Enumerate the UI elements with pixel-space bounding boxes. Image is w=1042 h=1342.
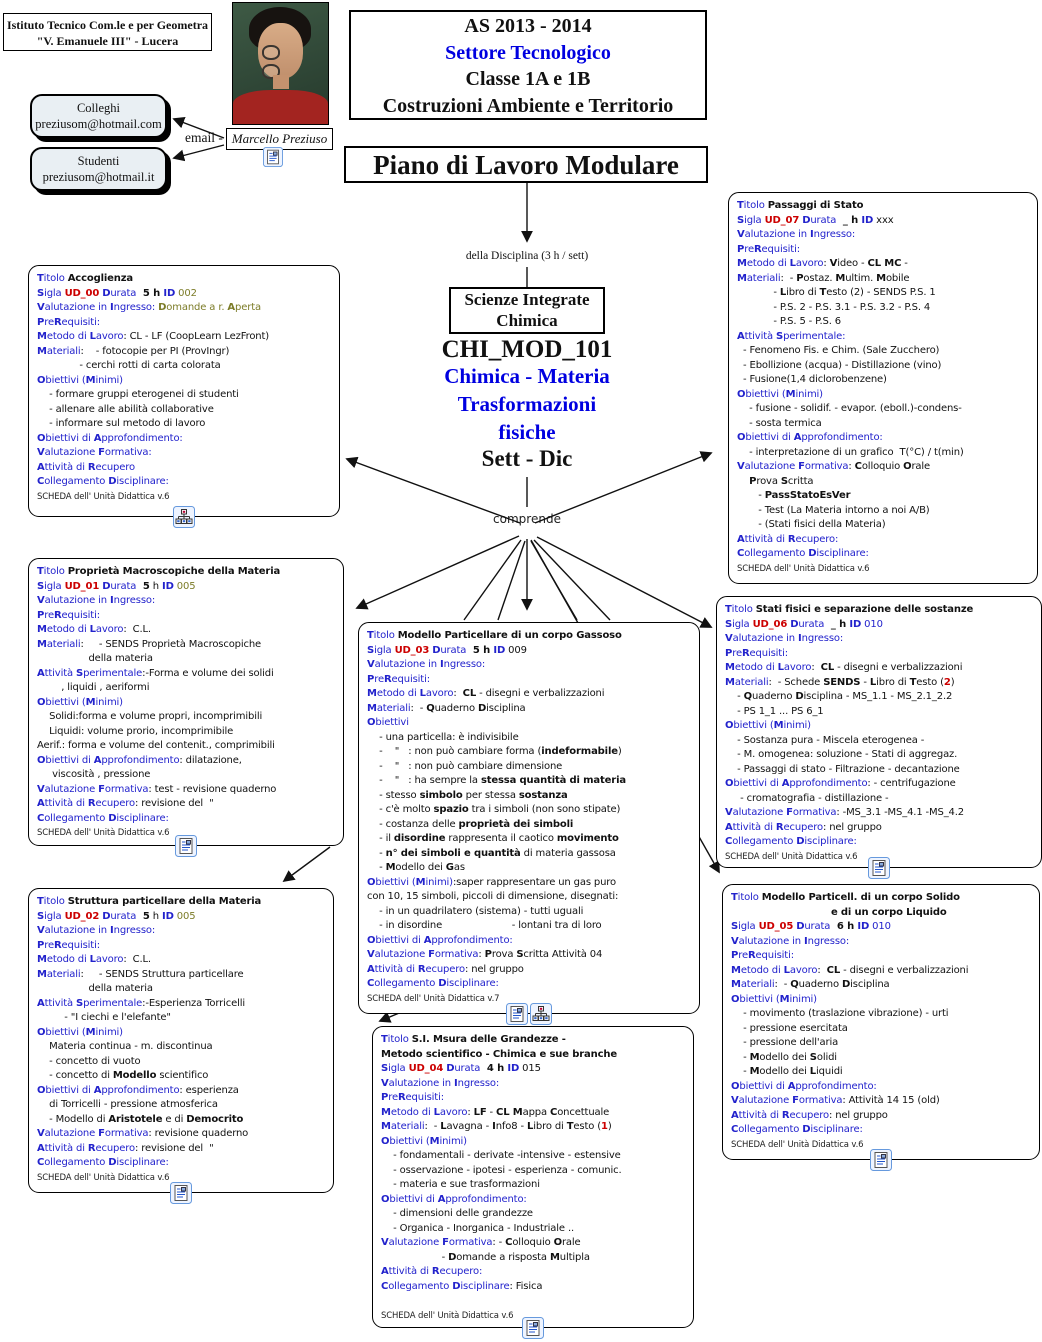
text-line: - costanza delle proprietà dei simboli [367, 818, 574, 830]
text-line: Materiali: - Lavagna - Info8 - Libro di Testo (1) [381, 1121, 612, 1132]
text-line: Obiettivi [367, 717, 409, 728]
text-line: Valutazione in Ingresso: [37, 595, 156, 606]
text-line: Obiettivi (Minimi) [37, 374, 123, 386]
text-line: Materiali: - Schede SENDS - Libro di Testo (2) [725, 676, 955, 688]
text-line: Sigla UD_06 Durata _ h ID 010 [725, 618, 883, 630]
school-name-line1: Istituto Tecnico Com.le e per Geometra [6, 18, 209, 32]
text-line: Titolo Passaggi di Stato [737, 200, 864, 211]
school-name-line2: "V. Emanuele III" - Lucera [36, 34, 179, 48]
box-icons [29, 1182, 333, 1204]
module-code: CHI_MOD_101 [441, 336, 613, 363]
box-ud01-proprieta-macroscopiche [28, 558, 344, 846]
text-line: Obiettivi (Minimi) [37, 1026, 123, 1038]
text-line: Attività Sperimentale: [737, 330, 846, 342]
text-line: - P.S. 2 - P.S. 3.1 - P.S. 3.2 - P.S. 4 [737, 301, 931, 313]
text-line: Titolo Stati fisici e separazione delle sostanze [725, 604, 974, 615]
text-line: Metodo di Lavoro: C.L. [37, 954, 151, 965]
text-line: - PS 1_1 ... PS 6_1 [725, 705, 824, 717]
teacher-photo [232, 2, 329, 125]
text-line: - Quaderno Disciplina - MS_1.1 - MS_2.1_2.2 [725, 691, 953, 702]
text-line: Collegamento Disciplinare: [367, 978, 499, 989]
text-line: - (Stati fisici della Materia) [737, 519, 886, 530]
text-line: Obiettivi (Minimi):saper rappresentare un gas puro [367, 876, 616, 888]
text-line: - M. omogenea: soluzione - Stati di aggregaz. [725, 749, 958, 760]
box-icons [359, 1003, 699, 1025]
text-line: - Modello di Aristotele e di Democrito [37, 1113, 244, 1125]
text-line: Obiettivi (Minimi) [381, 1135, 467, 1147]
text-line: , liquidi , aeriformi [37, 682, 150, 693]
document-icon[interactable] [522, 1317, 544, 1339]
text-line: PreRequisiti: [37, 609, 100, 621]
document-icon[interactable] [170, 1182, 192, 1204]
box-icons [373, 1317, 693, 1339]
box-content [359, 623, 699, 1006]
text-line: PreRequisiti: [37, 316, 100, 328]
studenti-email[interactable]: preziusom@hotmail.it [42, 170, 155, 184]
connector-label: comprende [493, 512, 561, 526]
text-line: Attività Sperimentale:-Esperienza Torricelli [37, 997, 245, 1009]
text-line: Valutazione Formativa: revisione quaderno [37, 1128, 249, 1139]
box-ud05-modello-solido-liquido [722, 884, 1040, 1160]
text-line: Attività di Recupero: nel gruppo [367, 963, 524, 975]
text-line: Obiettivi di Approfondimento: esperienza [37, 1084, 239, 1096]
box-content [373, 1027, 693, 1323]
text-line: - sosta termica [737, 417, 822, 429]
photo-glasses [262, 45, 300, 57]
text-line: - interpretazione di un grafico T(°C) / t(min) [737, 446, 964, 458]
text-line: PreRequisiti: [731, 950, 794, 961]
box-content [29, 559, 343, 841]
text-line: SCHEDA dell' Unità Didattica v.6 [37, 491, 170, 502]
box-content [29, 889, 333, 1185]
box-content [717, 597, 1041, 864]
text-line: Attività di Recupero: [737, 533, 839, 545]
text-line: Materiali: - Postaz. Multim. Mobile [737, 272, 910, 284]
text-line: Titolo Struttura particellare della Materia [37, 896, 262, 907]
text-line: Titolo Modello Particell. di un corpo Solido [731, 892, 960, 903]
text-line: - Test (La Materia intorno a noi A/B) [737, 504, 930, 516]
text-line: e di un corpo Liquido [731, 906, 947, 918]
text-line: SCHEDA dell' Unità Didattica v.6 [737, 563, 870, 574]
colleghi-email[interactable]: preziusom@hotmail.com [35, 117, 162, 131]
school-name-box [3, 13, 212, 51]
text-line: Attività Sperimentale:-Forma e volume dei solidi [37, 667, 274, 679]
text-line: Valutazione Formativa: test - revisione quaderno [37, 783, 277, 795]
text-line: - " : non può cambiare dimensione [367, 760, 563, 772]
text-line: Sigla UD_07 Durata _ h ID xxx [737, 214, 894, 226]
text-line: Materiali: - Quaderno Disciplina [731, 979, 890, 990]
text-line: PreRequisiti: [37, 939, 100, 951]
text-line: PreRequisiti: [381, 1092, 444, 1103]
document-icon[interactable] [506, 1003, 528, 1025]
text-line: - informare sul metodo di lavoro [37, 418, 206, 429]
text-line: - Modello dei Gas [367, 862, 465, 873]
text-line: Metodo di Lavoro: LF - CL Mappa Concettuale [381, 1106, 610, 1118]
box-icons [723, 1149, 1039, 1171]
text-line: Liquidi: volume prorio, incomprimibile [37, 725, 234, 737]
text-line: - concetto di Modello scientifico [37, 1070, 209, 1081]
text-line: Sigla UD_04 Durata 4 h ID 015 [381, 1063, 541, 1074]
text-line: Valutazione in Ingresso: [381, 1077, 500, 1089]
text-line: Valutazione Formativa: [37, 447, 152, 458]
document-icon[interactable] [870, 1149, 892, 1171]
text-line: Attività di Recupero: [381, 1266, 483, 1277]
text-line: Valutazione in Ingresso: [737, 229, 856, 240]
text-line: - formare gruppi eterogenei di studenti [37, 389, 239, 400]
text-line: Attività di Recupero: revisione del " [37, 1142, 214, 1154]
text-line: - stesso simbolo per stessa sostanza [367, 789, 568, 801]
subject-box [449, 287, 605, 334]
document-icon[interactable] [263, 147, 283, 167]
text-line: - Fusione(1,4 diclorobenzene) [737, 374, 887, 385]
header-box [349, 10, 707, 120]
box-content [29, 266, 339, 504]
text-line: - osservazione - ipotesi - esperienza - comunic. [381, 1164, 622, 1176]
text-line: della materia [37, 983, 153, 994]
subject-line1: Scienze Integrate [464, 290, 590, 309]
text-line: Sigla UD_01 Durata 5 h ID 005 [37, 580, 196, 592]
text-line: - n° dei simboli e quantità di materia gassosa [367, 847, 616, 859]
text-line: Valutazione Formativa: -MS_3.1 -MS_4.1 -MS_4.2 [725, 807, 964, 818]
text-line: con 10, 15 simboli, piccoli di dimensione, disegnati: [367, 891, 619, 902]
text-line: Prova Scritta [749, 475, 814, 487]
text-line: Metodo di Lavoro: C.L. [37, 624, 151, 635]
text-line: Materiali: - SENDS Proprietà Macroscopiche [37, 638, 262, 650]
text-line: Obiettivi di Approfondimento: [381, 1193, 527, 1205]
text-line: Materiali: - Quaderno Disciplina [367, 702, 526, 714]
text-line: Solidi:forma e volume propri, incomprimibili [37, 711, 263, 722]
text-line: Collegamento Disciplinare: [731, 1124, 863, 1135]
text-line: Valutazione Formativa: - Colloquio Orale [381, 1237, 581, 1248]
text-line [381, 1294, 685, 1309]
text-line: Obiettivi di Approfondimento: [737, 432, 883, 443]
text-line: - Modello dei Liquidi [731, 1066, 843, 1077]
box-ud02-struttura-particellare [28, 888, 334, 1193]
document-icon[interactable] [175, 835, 197, 857]
text-line: Obiettivi di Approfondimento: [37, 432, 183, 444]
text-line: PreRequisiti: [737, 243, 800, 255]
studenti-label: Studenti [77, 154, 120, 168]
text-line: Sigla UD_03 Durata 5 h ID 009 [367, 644, 527, 656]
text-line: - Passaggi di stato - Filtrazione - decantazione [725, 763, 960, 775]
colleghi-label: Colleghi [76, 101, 121, 115]
module-title-line3: fisiche [498, 420, 556, 444]
text-line: Attività di Recupero: nel gruppo [725, 821, 882, 833]
text-line: Sigla UD_02 Durata 5 h ID 005 [37, 910, 196, 922]
text-line: Obiettivi di Approfondimento: [731, 1080, 877, 1092]
text-line: Titolo Accoglienza [37, 273, 134, 284]
text-line: - movimento (traslazione vibrazione) - urti [731, 1008, 949, 1019]
text-line: - concetto di vuoto [37, 1055, 141, 1067]
text-line: Obiettivi di Approfondimento: dilatazione, [37, 754, 242, 766]
text-line: Valutazione Formativa: Colloquio Orale [737, 461, 931, 472]
text-line: Obiettivi (Minimi) [37, 696, 123, 708]
text-line: Metodo di Lavoro: CL - LF (CoopLearn LezFront) [37, 331, 270, 342]
text-line: Attività di Recupero: nel gruppo [731, 1109, 888, 1121]
text-line: - cerchi rotti di carta colorata [37, 360, 221, 371]
text-line: - allenare alle abilità collaborative [37, 403, 214, 415]
text-line: di Torricelli - pressione atmosferica [37, 1099, 218, 1110]
text-line: Attività di Recupero: revisione del " [37, 798, 214, 809]
text-line: - " : non può cambiare forma (indeformabile) [367, 746, 622, 757]
text-line: della materia [37, 653, 153, 664]
text-line: Obiettivi (Minimi) [737, 388, 823, 400]
text-line: Attività di Recupero [37, 461, 135, 473]
text-line: - Organica - Inorganica - Industriale .. [381, 1222, 575, 1234]
text-line: Sigla UD_00 Durata 5 h ID 002 [37, 287, 197, 299]
text-line: Metodo di Lavoro: CL - disegni e verbalizzazioni [731, 964, 969, 976]
discipline-note: della Disciplina (3 h / sett) [465, 250, 589, 262]
text-line: - in un quadrilatero (sistema) - tutti uguali [367, 905, 584, 917]
box-icons [29, 835, 343, 857]
document-icon[interactable] [868, 857, 890, 879]
text-line: Materiali: - SENDS Struttura particellare [37, 968, 244, 980]
text-line: Titolo Modello Particellare di un corpo Gassoso [367, 630, 622, 641]
text-line: Obiettivi (Minimi) [731, 993, 817, 1005]
text-line: Valutazione Formativa: Prova Scritta Attività 04 [367, 949, 603, 960]
box-icons [717, 857, 1041, 879]
text-line: - "I ciechi e l'elefante" [37, 1012, 171, 1023]
text-line: - il disordine rappresenta il caotico movimento [367, 833, 619, 844]
text-line: Materia continua - m. discontinua [37, 1041, 213, 1052]
text-line: PreRequisiti: [367, 673, 430, 685]
text-line: SCHEDA dell' Unità Didattica v.6 [731, 1139, 864, 1150]
text-line: Collegamento Disciplinare: [737, 548, 869, 559]
colleghi-contact-box[interactable] [30, 94, 167, 138]
box-ud07-passaggi-di-stato [728, 192, 1038, 584]
box-content [723, 885, 1039, 1152]
text-line: viscosità , pressione [37, 769, 151, 780]
text-line: - c'è molto spazio tra i simboli (non sono stipate) [367, 804, 621, 815]
text-line: - P.S. 5 - P.S. 6 [737, 316, 841, 327]
studenti-contact-box[interactable] [30, 147, 167, 191]
text-line: - in disordine - lontani tra di loro [367, 920, 602, 931]
text-line: SCHEDA dell' Unità Didattica v.6 [37, 828, 170, 838]
text-line: - PassStatoEsVer [737, 490, 851, 501]
text-line: - Libro di Testo (2) - SENDS P.S. 1 [737, 287, 936, 298]
text-line: - Ebollizione (acqua) - Distillazione (vino) [737, 359, 942, 371]
period-label: Sett - Dic [481, 446, 573, 471]
text-line: SCHEDA dell' Unità Didattica v.6 [725, 851, 858, 862]
text-line: - Modello dei Solidi [731, 1051, 837, 1063]
text-line: Materiali: - fotocopie per PI (ProvIngr) [37, 345, 230, 357]
text-line: Collegamento Disciplinare: Fisica [381, 1280, 543, 1292]
text-line: - Sostanza pura - Miscela eterogenea - [725, 734, 925, 746]
text-line: - dimensioni delle grandezze [381, 1208, 533, 1219]
text-line: Valutazione in Ingresso: [367, 659, 486, 670]
text-line: SCHEDA dell' Unità Didattica v.7 [367, 993, 500, 1004]
text-line: Collegamento Disciplinare: [37, 1157, 169, 1168]
text-line: SCHEDA dell' Unità Didattica v.6 [381, 1310, 514, 1321]
photo-neck [273, 75, 289, 89]
text-line: Metodo di Lavoro: Video - CL MC - [737, 258, 908, 269]
subject-line2: Chimica [496, 311, 558, 330]
text-line: - pressione dell'aria [731, 1037, 839, 1048]
text-line: Obiettivi (Minimi) [725, 720, 811, 731]
header-sector: Settore Tecnologico [445, 41, 611, 64]
photo-shirt [233, 90, 328, 124]
text-line: Collegamento Disciplinare: [37, 476, 169, 487]
text-line: Collegamento Disciplinare: [725, 836, 857, 847]
header-classes: Classe 1A e 1B [465, 68, 591, 90]
text-line: - cromatografia - distillazione - [725, 792, 889, 804]
orgchart-icon[interactable] [530, 1003, 552, 1025]
text-line: Obiettivi di Approfondimento: - centrifugazione [725, 778, 956, 789]
text-line: Valutazione in Ingresso: [37, 925, 156, 936]
module-title-line1: Chimica - Materia [444, 364, 610, 388]
text-line: - pressione esercitata [731, 1022, 848, 1034]
text-line: Valutazione in Ingresso: Domande a r. Aperta [37, 302, 261, 313]
text-line: Metodo di Lavoro: CL - disegni e verbalizzazioni [367, 688, 605, 699]
box-ud03-modello-gassoso [358, 622, 700, 1014]
module-title-line2: Trasformazioni [457, 392, 597, 416]
text-line: Sigla UD_05 Durata 6 h ID 010 [731, 921, 891, 932]
text-line: PreRequisiti: [725, 647, 788, 659]
text-line: Titolo S.I. Msura delle Grandezze - [381, 1034, 566, 1045]
text-line: Metodo di Lavoro: CL - disegni e verbalizzazioni [725, 662, 963, 673]
email-label: email - [185, 130, 223, 145]
text-line: Aerif.: forma e volume del contenit., comprimibili [37, 740, 275, 751]
orgchart-icon[interactable] [173, 506, 195, 528]
text-line: Metodo scientifico - Chimica e sue branche [381, 1048, 617, 1060]
text-line: - fondamentali - derivate -intensive - estensive [381, 1150, 621, 1161]
header-year: AS 2013 - 2014 [464, 15, 592, 37]
teacher-name-box: Marcello Preziuso [226, 128, 333, 150]
text-line: Titolo Proprietà Macroscopiche della Materia [37, 566, 281, 577]
page-title: Piano di Lavoro Modulare [344, 146, 708, 183]
text-line: - fusione - solidif. - evapor. (eboll.)-condens- [737, 403, 962, 414]
box-ud00-accoglienza [28, 265, 340, 517]
text-line: - Domande a risposta Multipla [381, 1251, 590, 1263]
text-line: Collegamento Disciplinare: [37, 812, 169, 824]
text-line: - materia e sue trasformazioni [381, 1179, 540, 1190]
box-content [729, 193, 1037, 576]
box-ud04-si-misura-grandezze [372, 1026, 694, 1328]
text-line: Valutazione in Ingresso: [725, 633, 844, 644]
box-ud06-stati-fisici-separazione [716, 596, 1042, 868]
text-line: - una particella: è indivisibile [367, 731, 519, 743]
text-line: SCHEDA dell' Unità Didattica v.6 [37, 1172, 170, 1183]
text-line: Valutazione Formativa: Attività 14 15 (old) [731, 1095, 940, 1106]
header-course: Costruzioni Ambiente e Territorio [382, 94, 674, 117]
text-line: Obiettivi di Approfondimento: [367, 934, 513, 946]
text-line: - " : ha sempre la stessa quantità di materia [367, 775, 626, 786]
text-line: Valutazione in Ingresso: [731, 935, 850, 947]
text-line: - Fenomeno Fis. e Chim. (Sale Zucchero) [737, 345, 940, 356]
box-icons [29, 506, 339, 528]
